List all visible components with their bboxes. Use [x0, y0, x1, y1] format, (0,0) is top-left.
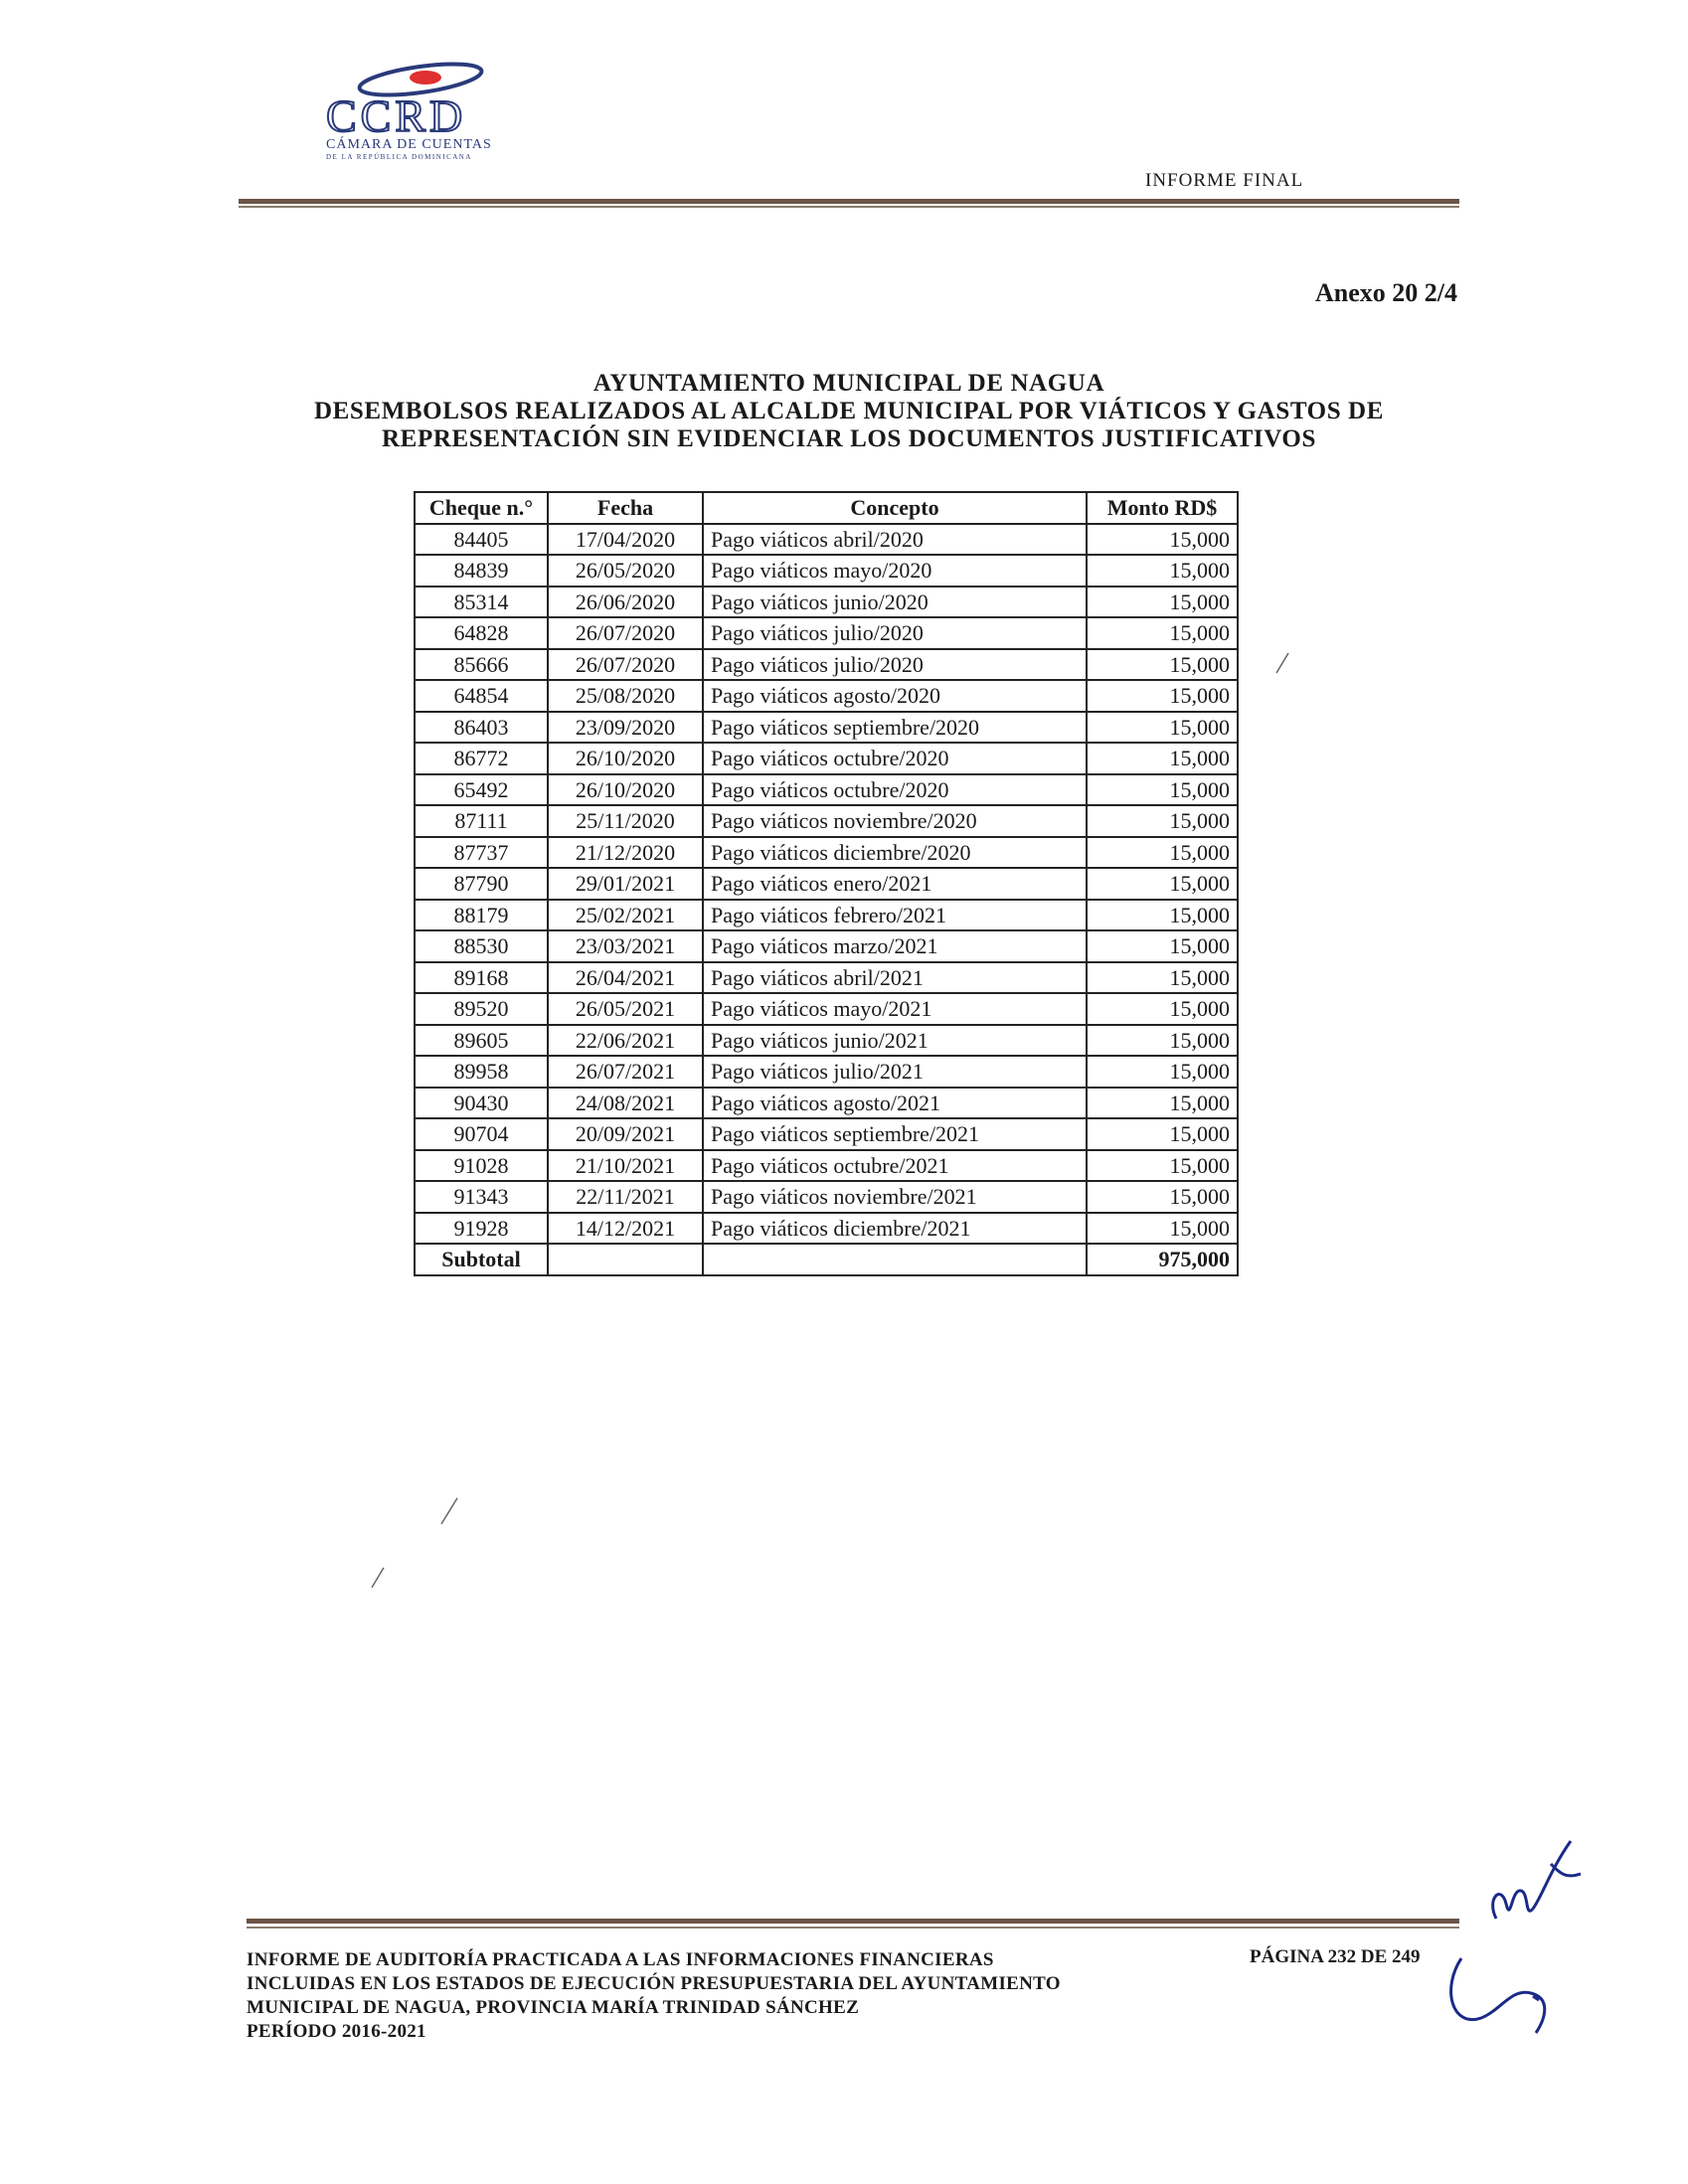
table-row — [415, 1213, 1238, 1245]
fecha-cell: 25/08/2020 — [548, 680, 703, 712]
table-row — [415, 524, 1238, 556]
logo-text: CCRD — [326, 90, 467, 137]
concepto-cell: Pago viáticos abril/2020 — [703, 524, 1087, 556]
footer-rule-thin — [247, 1927, 1459, 1929]
logo-subtitle: CÁMARA DE CUENTAS — [326, 137, 492, 152]
handwritten-initials-signature — [1441, 1829, 1620, 2048]
table-row — [415, 1056, 1238, 1088]
monto-cell: 15,000 — [1087, 805, 1238, 837]
fecha-cell: 21/12/2020 — [548, 837, 703, 869]
monto-cell: 15,000 — [1087, 680, 1238, 712]
concepto-cell: Pago viáticos diciembre/2021 — [703, 1213, 1087, 1245]
subtotal-row — [415, 1244, 1238, 1275]
monto-cell: 15,000 — [1087, 930, 1238, 962]
table-row — [415, 868, 1238, 900]
fecha-cell: 26/10/2020 — [548, 743, 703, 774]
fecha-cell: 25/02/2021 — [548, 900, 703, 931]
fecha-cell: 23/03/2021 — [548, 930, 703, 962]
cheque-cell: 87111 — [415, 805, 548, 837]
fecha-cell: 20/09/2021 — [548, 1118, 703, 1150]
table-row — [415, 1150, 1238, 1182]
check-mark-icon — [368, 1566, 388, 1590]
monto-cell: 15,000 — [1087, 837, 1238, 869]
concepto-cell: Pago viáticos abril/2021 — [703, 962, 1087, 994]
concepto-cell: Pago viáticos julio/2020 — [703, 649, 1087, 681]
fecha-cell: 26/07/2020 — [548, 649, 703, 681]
concepto-cell: Pago viáticos julio/2020 — [703, 617, 1087, 649]
cheque-cell: 64828 — [415, 617, 548, 649]
table-row — [415, 1025, 1238, 1057]
table-row — [415, 649, 1238, 681]
concepto-cell: Pago viáticos noviembre/2020 — [703, 805, 1087, 837]
table-header-row — [415, 492, 1238, 524]
cheque-cell: 85666 — [415, 649, 548, 681]
fecha-cell: 26/10/2020 — [548, 774, 703, 806]
subtotal-empty-cell — [548, 1244, 703, 1275]
table-body — [415, 524, 1238, 1245]
concepto-cell: Pago viáticos octubre/2020 — [703, 743, 1087, 774]
monto-cell: 15,000 — [1087, 524, 1238, 556]
monto-cell: 15,000 — [1087, 617, 1238, 649]
cheque-cell: 89605 — [415, 1025, 548, 1057]
monto-cell: 15,000 — [1087, 1213, 1238, 1245]
concepto-cell: Pago viáticos agosto/2021 — [703, 1088, 1087, 1119]
cheque-cell: 89520 — [415, 993, 548, 1025]
col-header-cheque: Cheque n.° — [415, 492, 548, 524]
fecha-cell: 26/05/2020 — [548, 555, 703, 587]
monto-cell: 15,000 — [1087, 962, 1238, 994]
monto-cell: 15,000 — [1087, 1088, 1238, 1119]
concepto-cell: Pago viáticos marzo/2021 — [703, 930, 1087, 962]
footer-line-3: MUNICIPAL DE NAGUA, PROVINCIA MARÍA TRINIDAD SÁNCHEZ — [247, 1997, 860, 2018]
table-row — [415, 743, 1238, 774]
monto-cell: 15,000 — [1087, 868, 1238, 900]
table-row — [415, 1088, 1238, 1119]
table-row — [415, 555, 1238, 587]
table-row — [415, 837, 1238, 869]
cheque-cell: 84405 — [415, 524, 548, 556]
fecha-cell: 14/12/2021 — [548, 1213, 703, 1245]
monto-cell: 15,000 — [1087, 555, 1238, 587]
concepto-cell: Pago viáticos agosto/2020 — [703, 680, 1087, 712]
logo-subtitle-2: DE LA REPÚBLICA DOMINICANA — [326, 153, 472, 161]
fecha-cell: 26/07/2021 — [548, 1056, 703, 1088]
col-header-fecha: Fecha — [548, 492, 703, 524]
fecha-cell: 26/05/2021 — [548, 993, 703, 1025]
table-row — [415, 587, 1238, 618]
document-title — [239, 370, 1459, 453]
table-row — [415, 900, 1238, 931]
fecha-cell: 26/04/2021 — [548, 962, 703, 994]
footer-rule — [247, 1919, 1459, 1924]
concepto-cell: Pago viáticos septiembre/2021 — [703, 1118, 1087, 1150]
table-row — [415, 774, 1238, 806]
monto-cell: 15,000 — [1087, 587, 1238, 618]
concepto-cell: Pago viáticos febrero/2021 — [703, 900, 1087, 931]
concepto-cell: Pago viáticos septiembre/2020 — [703, 712, 1087, 744]
check-mark-icon — [1272, 651, 1292, 675]
concepto-cell: Pago viáticos junio/2021 — [703, 1025, 1087, 1057]
footer-line-2: INCLUIDAS EN LOS ESTADOS DE EJECUCIÓN PRESUPUESTARIA DEL AYUNTAMIENTO — [247, 1973, 1061, 1994]
fecha-cell: 22/06/2021 — [548, 1025, 703, 1057]
monto-cell: 15,000 — [1087, 900, 1238, 931]
ccrd-logo — [316, 58, 545, 167]
annex-label: Anexo 20 2/4 — [1315, 278, 1457, 307]
monto-cell: 15,000 — [1087, 774, 1238, 806]
footer-line-4: PERÍODO 2016-2021 — [247, 2021, 426, 2042]
fecha-cell: 21/10/2021 — [548, 1150, 703, 1182]
header-rule — [239, 199, 1459, 204]
cheque-cell: 85314 — [415, 587, 548, 618]
table-row — [415, 993, 1238, 1025]
fecha-cell: 26/06/2020 — [548, 587, 703, 618]
concepto-cell: Pago viáticos mayo/2020 — [703, 555, 1087, 587]
concepto-cell: Pago viáticos octubre/2020 — [703, 774, 1087, 806]
title-line-3: REPRESENTACIÓN SIN EVIDENCIAR LOS DOCUMENTOS JUSTIFICATIVOS — [382, 425, 1316, 452]
ccrd-emblem-icon — [316, 58, 545, 137]
cheque-cell: 89958 — [415, 1056, 548, 1088]
cheque-cell: 91028 — [415, 1150, 548, 1182]
title-line-1: AYUNTAMIENTO MUNICIPAL DE NAGUA — [592, 370, 1105, 397]
fecha-cell: 17/04/2020 — [548, 524, 703, 556]
fecha-cell: 22/11/2021 — [548, 1181, 703, 1213]
cheque-cell: 87737 — [415, 837, 548, 869]
subtotal-empty-cell — [703, 1244, 1087, 1275]
check-mark-icon — [437, 1496, 461, 1526]
table-row — [415, 617, 1238, 649]
concepto-cell: Pago viáticos mayo/2021 — [703, 993, 1087, 1025]
monto-cell: 15,000 — [1087, 712, 1238, 744]
footer-line-1: INFORME DE AUDITORÍA PRACTICADA A LAS INFORMACIONES FINANCIERAS — [247, 1949, 994, 1970]
cheque-cell: 86403 — [415, 712, 548, 744]
footer-text — [247, 1948, 1221, 2044]
concepto-cell: Pago viáticos octubre/2021 — [703, 1150, 1087, 1182]
cheque-cell: 86772 — [415, 743, 548, 774]
cheque-cell: 90430 — [415, 1088, 548, 1119]
cheque-cell: 88530 — [415, 930, 548, 962]
cheque-cell: 65492 — [415, 774, 548, 806]
subtotal-value: 975,000 — [1087, 1244, 1238, 1275]
fecha-cell: 25/11/2020 — [548, 805, 703, 837]
concepto-cell: Pago viáticos noviembre/2021 — [703, 1181, 1087, 1213]
monto-cell: 15,000 — [1087, 743, 1238, 774]
table-row — [415, 805, 1238, 837]
title-line-2: DESEMBOLSOS REALIZADOS AL ALCALDE MUNICIPAL POR VIÁTICOS Y GASTOS DE — [313, 398, 1384, 424]
concepto-cell: Pago viáticos enero/2021 — [703, 868, 1087, 900]
cheque-cell: 64854 — [415, 680, 548, 712]
col-header-monto: Monto RD$ — [1087, 492, 1238, 524]
header-rule-thin — [239, 206, 1459, 208]
cheque-cell: 90704 — [415, 1118, 548, 1150]
monto-cell: 15,000 — [1087, 649, 1238, 681]
cheque-cell: 91928 — [415, 1213, 548, 1245]
cheque-cell: 88179 — [415, 900, 548, 931]
monto-cell: 15,000 — [1087, 1025, 1238, 1057]
monto-cell: 15,000 — [1087, 1150, 1238, 1182]
table-row — [415, 962, 1238, 994]
col-header-concepto: Concepto — [703, 492, 1087, 524]
cheque-cell: 87790 — [415, 868, 548, 900]
cheque-cell: 89168 — [415, 962, 548, 994]
fecha-cell: 23/09/2020 — [548, 712, 703, 744]
monto-cell: 15,000 — [1087, 1181, 1238, 1213]
concepto-cell: Pago viáticos junio/2020 — [703, 587, 1087, 618]
table-row — [415, 712, 1238, 744]
table-row — [415, 930, 1238, 962]
disbursements-table — [414, 491, 1239, 1276]
cheque-cell: 91343 — [415, 1181, 548, 1213]
concepto-cell: Pago viáticos julio/2021 — [703, 1056, 1087, 1088]
fecha-cell: 24/08/2021 — [548, 1088, 703, 1119]
monto-cell: 15,000 — [1087, 1056, 1238, 1088]
fecha-cell: 29/01/2021 — [548, 868, 703, 900]
subtotal-label: Subtotal — [415, 1244, 548, 1275]
monto-cell: 15,000 — [1087, 1118, 1238, 1150]
page-number: PÁGINA 232 DE 249 — [1250, 1946, 1421, 1967]
concepto-cell: Pago viáticos diciembre/2020 — [703, 837, 1087, 869]
table-row — [415, 680, 1238, 712]
report-label: INFORME FINAL — [1145, 170, 1304, 191]
table-row — [415, 1181, 1238, 1213]
table-row — [415, 1118, 1238, 1150]
fecha-cell: 26/07/2020 — [548, 617, 703, 649]
cheque-cell: 84839 — [415, 555, 548, 587]
monto-cell: 15,000 — [1087, 993, 1238, 1025]
